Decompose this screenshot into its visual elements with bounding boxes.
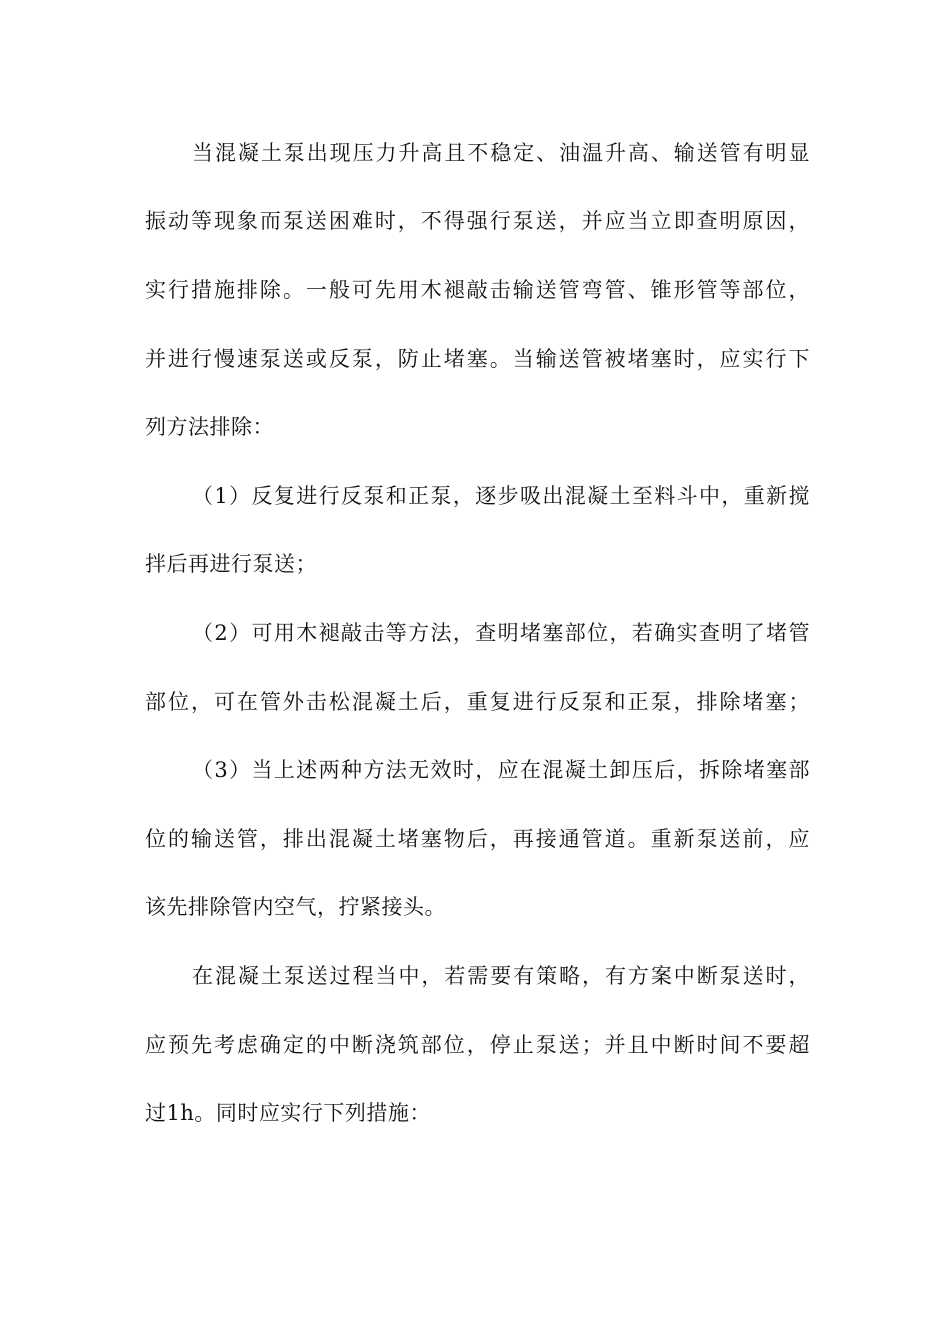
paragraph-1-line-5: 列方法排除： — [145, 415, 274, 439]
paragraph-4-line-2: 位的输送管，排出混凝土堵塞物后，再接通管道。重新泵送前，应 — [145, 827, 810, 851]
paragraph-4-line-1: （3）当上述两种方法无效时，应在混凝土卸压后，拆除堵塞部 — [192, 758, 810, 782]
paragraph-1-line-4: 并进行慢速泵送或反泵，防止堵塞。当输送管被堵塞时，应实行下 — [145, 347, 810, 371]
paragraph-3-line-2: 部位，可在管外击松混凝土后，重复进行反泵和正泵，排除堵塞； — [145, 690, 810, 714]
paragraph-4-line-3: 该先排除管内空气，拧紧接头。 — [145, 895, 446, 919]
paragraph-2-line-1: （1）反复进行反泵和正泵，逐步吸出混凝土至料斗中，重新搅 — [192, 484, 810, 508]
paragraph-1-line-1: 当混凝土泵出现压力升高且不稳定、油温升高、输送管有明显 — [192, 141, 810, 165]
paragraph-1-line-3: 实行措施排除。一般可先用木褪敲击输送管弯管、锥形管等部位， — [145, 278, 810, 302]
paragraph-3-line-1: （2）可用木褪敲击等方法，查明堵塞部位，若确实查明了堵管 — [192, 621, 810, 645]
paragraph-5-line-2: 应预先考虑确定的中断浇筑部位，停止泵送；并且中断时间不要超 — [145, 1033, 810, 1057]
paragraph-5-line-3: 过1h。同时应实行下列措施： — [145, 1101, 431, 1125]
paragraph-2-line-2: 拌后再进行泵送； — [145, 552, 317, 576]
paragraph-1-line-2: 振动等现象而泵送困难时，不得强行泵送，并应当立即查明原因， — [145, 209, 810, 233]
paragraph-5-line-1: 在混凝土泵送过程当中，若需要有策略，有方案中断泵送时， — [192, 964, 810, 988]
